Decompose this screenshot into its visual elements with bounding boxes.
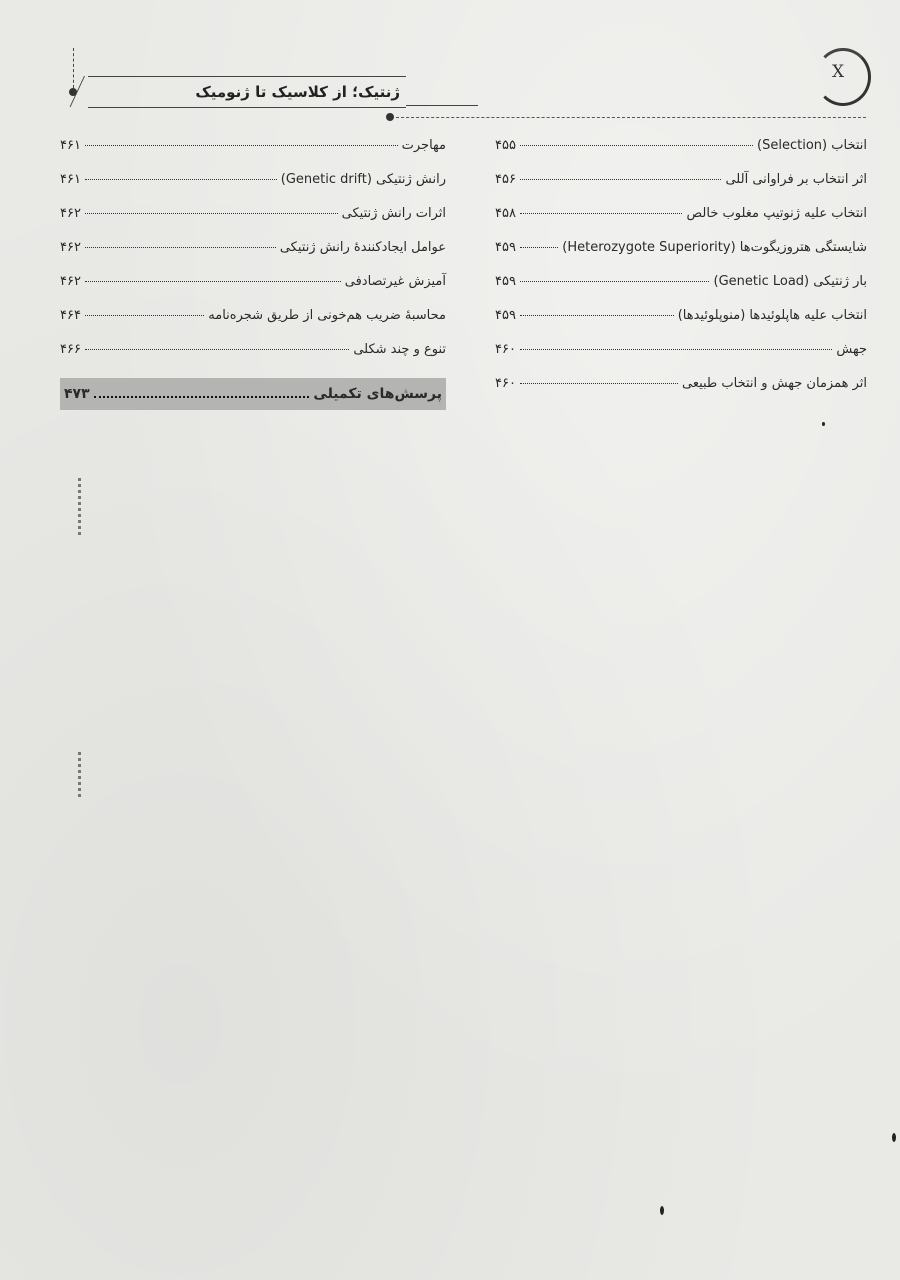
toc-entry-page: ۴۶۱ bbox=[60, 172, 81, 187]
toc-leader-dots bbox=[94, 396, 310, 398]
toc-leader-dots bbox=[85, 349, 349, 350]
toc-leader-dots bbox=[520, 315, 674, 316]
toc-entry-page: ۴۶۲ bbox=[60, 206, 81, 221]
toc-entry-label: پرسش‌های تکمیلی bbox=[313, 386, 442, 402]
toc-leader-dots bbox=[520, 349, 832, 350]
toc-entry-label: انتخاب علیه هاپلوئیدها (منوپلوئیدها) bbox=[677, 308, 867, 323]
toc-entry[interactable] bbox=[60, 274, 446, 308]
toc-leader-dots bbox=[85, 281, 341, 282]
toc-entry[interactable] bbox=[495, 240, 867, 274]
toc-leader-dots bbox=[85, 247, 276, 248]
toc-leader-dots bbox=[520, 247, 558, 248]
toc-entry[interactable] bbox=[495, 206, 867, 240]
scan-margin-mark bbox=[78, 752, 81, 800]
toc-leader-dots bbox=[520, 213, 683, 214]
toc-left-column bbox=[60, 138, 446, 410]
toc-entry[interactable] bbox=[495, 342, 867, 376]
toc-entry-label: محاسبهٔ ضریب هم‌خونی از طریق شجره‌نامه bbox=[208, 308, 446, 323]
toc-leader-dots bbox=[85, 179, 277, 180]
toc-entry[interactable] bbox=[60, 172, 446, 206]
toc-entry-label: آمیزش غیرتصادفی bbox=[344, 274, 446, 289]
toc-leader-dots bbox=[85, 145, 398, 146]
toc-entry[interactable] bbox=[60, 206, 446, 240]
header-dashed-line bbox=[396, 117, 866, 118]
scan-margin-mark bbox=[78, 478, 81, 538]
toc-entry-page: ۴۷۳ bbox=[64, 386, 90, 402]
toc-entry[interactable] bbox=[495, 308, 867, 342]
toc-entry-page: ۴۵۵ bbox=[495, 138, 516, 153]
scan-speck bbox=[660, 1206, 664, 1215]
toc-leader-dots bbox=[520, 281, 710, 282]
toc-entry-label: تنوع و چند شکلی bbox=[353, 342, 446, 357]
toc-leader-dots bbox=[520, 179, 722, 180]
header-dot-mid bbox=[386, 113, 394, 121]
toc-entry[interactable] bbox=[495, 274, 867, 308]
toc-entry[interactable] bbox=[495, 172, 867, 206]
toc-entry-page: ۴۶۴ bbox=[60, 308, 81, 323]
page-number: X bbox=[832, 62, 845, 82]
header-dashed-line-vertical bbox=[73, 48, 74, 88]
toc-entry-page: ۴۶۰ bbox=[495, 342, 516, 357]
toc-entry-label: اثرات رانش ژنتیکی bbox=[341, 206, 446, 221]
toc-entry-page: ۴۵۹ bbox=[495, 308, 516, 323]
toc-entry-label: عوامل ایجادکنندهٔ رانش ژنتیکی bbox=[279, 240, 446, 255]
toc-entry-label: انتخاب علیه ژنوتیپ مغلوب خالص bbox=[686, 206, 867, 221]
toc-entry-page: ۴۶۱ bbox=[60, 138, 81, 153]
toc-entry-label: شایستگی هتروزیگوت‌ها (Heterozygote Superiority) bbox=[562, 240, 867, 255]
toc-entry-page: ۴۶۰ bbox=[495, 376, 516, 391]
toc-entry[interactable] bbox=[60, 308, 446, 342]
toc-entry-page: ۴۶۲ bbox=[60, 274, 81, 289]
scan-speck bbox=[892, 1133, 896, 1142]
toc-entry[interactable] bbox=[495, 376, 867, 410]
toc-leader-dots bbox=[85, 213, 338, 214]
header-title-underline bbox=[406, 105, 478, 106]
toc-entry-label: جهش bbox=[836, 342, 867, 357]
toc-entry-page: ۴۵۹ bbox=[495, 274, 516, 289]
toc-entry-label: مهاجرت bbox=[401, 138, 446, 153]
toc-entry-supplementary-questions[interactable] bbox=[60, 378, 446, 410]
toc-leader-dots bbox=[520, 383, 678, 384]
scan-speck bbox=[822, 422, 825, 426]
toc-leader-dots bbox=[520, 145, 753, 146]
toc-entry-page: ۴۵۶ bbox=[495, 172, 516, 187]
toc-entry-label: اثر همزمان جهش و انتخاب طبیعی bbox=[681, 376, 867, 391]
toc-entry-page: ۴۶۶ bbox=[60, 342, 81, 357]
toc-entry[interactable] bbox=[60, 342, 446, 376]
toc-entry[interactable] bbox=[60, 240, 446, 274]
toc-entry-label: رانش ژنتیکی (Genetic drift) bbox=[280, 172, 446, 187]
toc-entry[interactable] bbox=[495, 138, 867, 172]
toc-entry-label: بار ژنتیکی (Genetic Load) bbox=[713, 274, 867, 289]
toc-entry-label: اثر انتخاب بر فراوانی آللی bbox=[725, 172, 867, 187]
toc-entry-page: ۴۵۸ bbox=[495, 206, 516, 221]
toc-entry-page: ۴۶۲ bbox=[60, 240, 81, 255]
book-title: ژنتیک؛ از کلاسیک تا ژنومیک bbox=[195, 83, 400, 101]
toc-right-column bbox=[495, 138, 867, 410]
toc-entry-label: انتخاب (Selection) bbox=[757, 138, 867, 153]
toc-entry-page: ۴۵۹ bbox=[495, 240, 516, 255]
toc-leader-dots bbox=[85, 315, 204, 316]
toc-entry[interactable] bbox=[60, 138, 446, 172]
